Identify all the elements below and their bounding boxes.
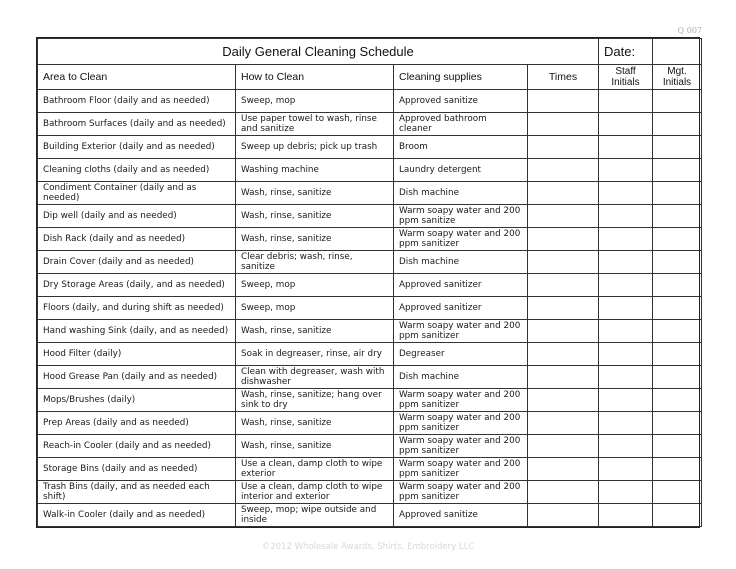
- supplies-cell: Warm soapy water and 200 ppm sanitizer: [394, 435, 528, 458]
- staff-initials-cell[interactable]: [599, 205, 653, 228]
- area-cell: Drain Cover (daily and as needed): [38, 251, 236, 274]
- supplies-cell: Approved sanitize: [394, 90, 528, 113]
- staff-initials-cell[interactable]: [599, 481, 653, 504]
- staff-initials-cell[interactable]: [599, 366, 653, 389]
- times-cell[interactable]: [528, 136, 599, 159]
- date-label: Date:: [599, 39, 653, 65]
- staff-initials-cell[interactable]: [599, 435, 653, 458]
- mgt-initials-cell[interactable]: [653, 297, 702, 320]
- staff-initials-cell[interactable]: [599, 251, 653, 274]
- area-cell: Reach-in Cooler (daily and as needed): [38, 435, 236, 458]
- mgt-initials-cell[interactable]: [653, 458, 702, 481]
- mgt-initials-cell[interactable]: [653, 481, 702, 504]
- mgt-initials-cell[interactable]: [653, 90, 702, 113]
- corner-mark: Q 007: [677, 26, 702, 35]
- supplies-cell: Dish machine: [394, 182, 528, 205]
- times-cell[interactable]: [528, 297, 599, 320]
- supplies-cell: Warm soapy water and 200 ppm sanitizer: [394, 481, 528, 504]
- area-cell: Bathroom Floor (daily and as needed): [38, 90, 236, 113]
- times-cell[interactable]: [528, 251, 599, 274]
- area-cell: Floors (daily, and during shift as needed): [38, 297, 236, 320]
- mgt-initials-cell[interactable]: [653, 320, 702, 343]
- column-header-staff-initials: Staff Initials: [599, 65, 653, 90]
- area-cell: Dish Rack (daily and as needed): [38, 228, 236, 251]
- area-cell: Trash Bins (daily, and as needed each shift): [38, 481, 236, 504]
- area-cell: Hood Filter (daily): [38, 343, 236, 366]
- how-cell: Sweep up debris; pick up trash: [236, 136, 394, 159]
- mgt-initials-cell[interactable]: [653, 182, 702, 205]
- times-cell[interactable]: [528, 412, 599, 435]
- mgt-initials-cell[interactable]: [653, 113, 702, 136]
- supplies-cell: Approved bathroom cleaner: [394, 113, 528, 136]
- table-row: [38, 182, 702, 205]
- area-cell: Walk-in Cooler (daily and as needed): [38, 504, 236, 527]
- supplies-cell: Dish machine: [394, 366, 528, 389]
- times-cell[interactable]: [528, 113, 599, 136]
- how-cell: Washing machine: [236, 159, 394, 182]
- how-cell: Use paper towel to wash, rinse and sanitize: [236, 113, 394, 136]
- area-cell: Storage Bins (daily and as needed): [38, 458, 236, 481]
- times-cell[interactable]: [528, 228, 599, 251]
- column-header-times: Times: [528, 65, 599, 90]
- staff-initials-cell[interactable]: [599, 504, 653, 527]
- times-cell[interactable]: [528, 320, 599, 343]
- times-cell[interactable]: [528, 435, 599, 458]
- mgt-initials-cell[interactable]: [653, 159, 702, 182]
- staff-initials-cell[interactable]: [599, 343, 653, 366]
- mgt-initials-cell[interactable]: [653, 389, 702, 412]
- staff-initials-cell[interactable]: [599, 274, 653, 297]
- table-row: [38, 481, 702, 504]
- supplies-cell: Warm soapy water and 200 ppm sanitizer: [394, 389, 528, 412]
- table-row: [38, 320, 702, 343]
- mgt-initials-cell[interactable]: [653, 412, 702, 435]
- how-cell: Wash, rinse, sanitize: [236, 435, 394, 458]
- supplies-cell: Degreaser: [394, 343, 528, 366]
- table-row: [38, 435, 702, 458]
- mgt-initials-cell[interactable]: [653, 136, 702, 159]
- how-cell: Sweep, mop: [236, 297, 394, 320]
- table-row: [38, 412, 702, 435]
- supplies-cell: Laundry detergent: [394, 159, 528, 182]
- supplies-cell: Approved sanitizer: [394, 274, 528, 297]
- mgt-initials-cell[interactable]: [653, 504, 702, 527]
- supplies-cell: Approved sanitizer: [394, 297, 528, 320]
- how-cell: Use a clean, damp cloth to wipe interior and exterior: [236, 481, 394, 504]
- area-cell: Dry Storage Areas (daily, and as needed): [38, 274, 236, 297]
- column-header-mgt-initials: Mgt. Initials: [653, 65, 702, 90]
- supplies-cell: Warm soapy water and 200 ppm sanitize: [394, 205, 528, 228]
- staff-initials-cell[interactable]: [599, 159, 653, 182]
- mgt-initials-cell[interactable]: [653, 343, 702, 366]
- area-cell: Building Exterior (daily and as needed): [38, 136, 236, 159]
- table-row: [38, 504, 702, 527]
- how-cell: Wash, rinse, sanitize: [236, 228, 394, 251]
- footer-copyright: ©2012 Wholesale Awards, Shirts, Embroidery LLC: [261, 542, 475, 552]
- how-cell: Sweep, mop; wipe outside and inside: [236, 504, 394, 527]
- area-cell: Bathroom Surfaces (daily and as needed): [38, 113, 236, 136]
- staff-initials-cell[interactable]: [599, 297, 653, 320]
- area-cell: Hood Grease Pan (daily and as needed): [38, 366, 236, 389]
- supplies-cell: Warm soapy water and 200 ppm sanitizer: [394, 412, 528, 435]
- table-row: [38, 274, 702, 297]
- column-header-supplies: Cleaning supplies: [394, 65, 528, 90]
- staff-initials-cell[interactable]: [599, 90, 653, 113]
- date-field[interactable]: [653, 39, 702, 65]
- times-cell[interactable]: [528, 389, 599, 412]
- staff-initials-cell[interactable]: [599, 136, 653, 159]
- mgt-initials-cell[interactable]: [653, 274, 702, 297]
- staff-initials-cell[interactable]: [599, 389, 653, 412]
- how-cell: Clear debris; wash, rinse, sanitize: [236, 251, 394, 274]
- supplies-cell: Approved sanitize: [394, 504, 528, 527]
- how-cell: Clean with degreaser, wash with dishwasher: [236, 366, 394, 389]
- mgt-initials-cell[interactable]: [653, 251, 702, 274]
- table-row: [38, 159, 702, 182]
- how-cell: Wash, rinse, sanitize: [236, 412, 394, 435]
- how-cell: Sweep, mop: [236, 90, 394, 113]
- times-cell[interactable]: [528, 159, 599, 182]
- table-row: [38, 389, 702, 412]
- table-row: [38, 136, 702, 159]
- supplies-cell: Warm soapy water and 200 ppm sanitizer: [394, 458, 528, 481]
- supplies-cell: Warm soapy water and 200 ppm sanitizer: [394, 320, 528, 343]
- times-cell[interactable]: [528, 504, 599, 527]
- table-row: [38, 251, 702, 274]
- area-cell: Dip well (daily and as needed): [38, 205, 236, 228]
- mgt-initials-cell[interactable]: [653, 228, 702, 251]
- staff-initials-cell[interactable]: [599, 182, 653, 205]
- times-cell[interactable]: [528, 366, 599, 389]
- times-cell[interactable]: [528, 274, 599, 297]
- area-cell: Mops/Brushes (daily): [38, 389, 236, 412]
- area-cell: Cleaning cloths (daily and as needed): [38, 159, 236, 182]
- area-cell: Condiment Container (daily and as needed): [38, 182, 236, 205]
- mgt-initials-cell[interactable]: [653, 366, 702, 389]
- staff-initials-cell[interactable]: [599, 412, 653, 435]
- table-row: [38, 205, 702, 228]
- how-cell: Sweep, mop: [236, 274, 394, 297]
- times-cell[interactable]: [528, 90, 599, 113]
- table-row: [38, 458, 702, 481]
- mgt-initials-cell[interactable]: [653, 435, 702, 458]
- cleaning-schedule-table: [36, 37, 700, 528]
- table-row: [38, 90, 702, 113]
- table-row: [38, 113, 702, 136]
- area-cell: Prep Areas (daily and as needed): [38, 412, 236, 435]
- how-cell: Soak in degreaser, rinse, air dry: [236, 343, 394, 366]
- how-cell: Wash, rinse, sanitize; hang over sink to dry: [236, 389, 394, 412]
- column-header-area: Area to Clean: [38, 65, 236, 90]
- times-cell[interactable]: [528, 458, 599, 481]
- table-row: [38, 297, 702, 320]
- table-row: [38, 228, 702, 251]
- how-cell: Wash, rinse, sanitize: [236, 205, 394, 228]
- how-cell: Wash, rinse, sanitize: [236, 320, 394, 343]
- supplies-cell: Broom: [394, 136, 528, 159]
- table-row: [38, 343, 702, 366]
- times-cell[interactable]: [528, 182, 599, 205]
- schedule-title: Daily General Cleaning Schedule: [38, 39, 599, 65]
- staff-initials-cell[interactable]: [599, 458, 653, 481]
- table-row: [38, 366, 702, 389]
- times-cell[interactable]: [528, 205, 599, 228]
- supplies-cell: Warm soapy water and 200 ppm sanitizer: [394, 228, 528, 251]
- staff-initials-cell[interactable]: [599, 228, 653, 251]
- times-cell[interactable]: [528, 343, 599, 366]
- supplies-cell: Dish machine: [394, 251, 528, 274]
- mgt-initials-cell[interactable]: [653, 205, 702, 228]
- times-cell[interactable]: [528, 481, 599, 504]
- staff-initials-cell[interactable]: [599, 113, 653, 136]
- staff-initials-cell[interactable]: [599, 320, 653, 343]
- column-header-how: How to Clean: [236, 65, 394, 90]
- how-cell: Wash, rinse, sanitize: [236, 182, 394, 205]
- area-cell: Hand washing Sink (daily, and as needed): [38, 320, 236, 343]
- how-cell: Use a clean, damp cloth to wipe exterior: [236, 458, 394, 481]
